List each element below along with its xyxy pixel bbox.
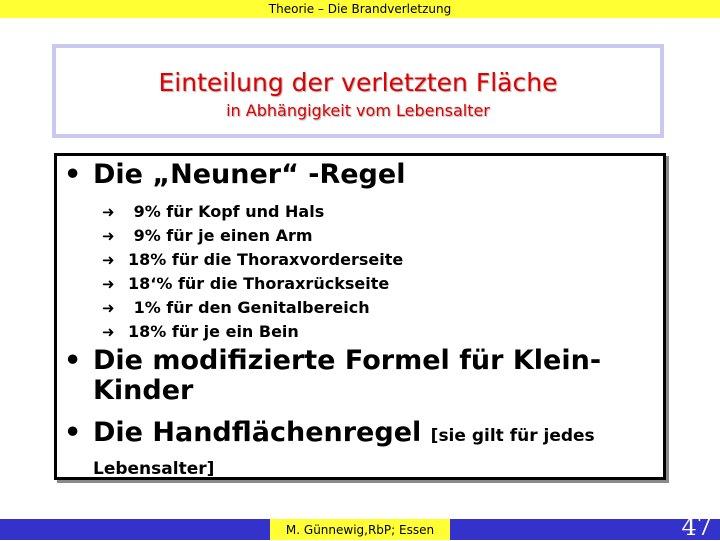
right-arrow-icon: ➜ — [102, 323, 115, 341]
page-number: 47 — [681, 513, 712, 541]
right-arrow-icon: ➜ — [102, 203, 115, 221]
list-item — [102, 320, 403, 344]
list-item — [102, 296, 403, 320]
right-arrow-icon: ➜ — [102, 275, 115, 293]
slide-subtitle: in Abhängigkeit vom Lebensalter — [226, 101, 490, 120]
list-item-text: 9% für je einen Arm — [128, 226, 313, 245]
list-item-text: 9% für Kopf und Hals — [128, 202, 325, 221]
bullet-dot-icon: • — [64, 345, 82, 376]
header-title: Theorie – Die Brandverletzung — [268, 2, 452, 16]
bullet-dot-icon: • — [64, 417, 82, 448]
footer-author: M. Günnewig,RbP; Essen — [285, 522, 435, 537]
list-item — [102, 224, 403, 248]
bullet-heading: Die „Neuner“ -Regel — [93, 159, 406, 190]
header-bar — [0, 0, 720, 18]
list-item — [102, 248, 403, 272]
footer-bar — [0, 513, 720, 541]
footer-author-box — [270, 519, 450, 540]
list-item — [102, 272, 403, 296]
list-item — [102, 200, 403, 224]
bullet-text: Die Handflächenregel — [93, 417, 422, 448]
content-box — [54, 153, 666, 480]
list-item-text: 18% für je ein Bein — [128, 322, 299, 341]
bullet-dot-icon: • — [64, 159, 82, 190]
list-item-text: 18% für die Thoraxvorderseite — [128, 250, 404, 269]
bullet-text-wrapper — [93, 418, 653, 484]
right-arrow-icon: ➜ — [102, 227, 115, 245]
neuner-regel-list — [102, 200, 403, 344]
list-item-text: 1% für den Genitalbereich — [128, 298, 370, 317]
right-arrow-icon: ➜ — [102, 299, 115, 317]
slide-title: Einteilung der verletzten Fläche — [158, 68, 558, 97]
list-item-text: 18‘% für die Thoraxrückseite — [128, 274, 390, 293]
bullet-text: Die modifizierte Formel für Klein-Kinder — [93, 345, 602, 406]
bullet-note: [sie gilt für jedes Lebensalter] — [93, 426, 595, 479]
title-box — [52, 44, 664, 138]
right-arrow-icon: ➜ — [102, 251, 115, 269]
